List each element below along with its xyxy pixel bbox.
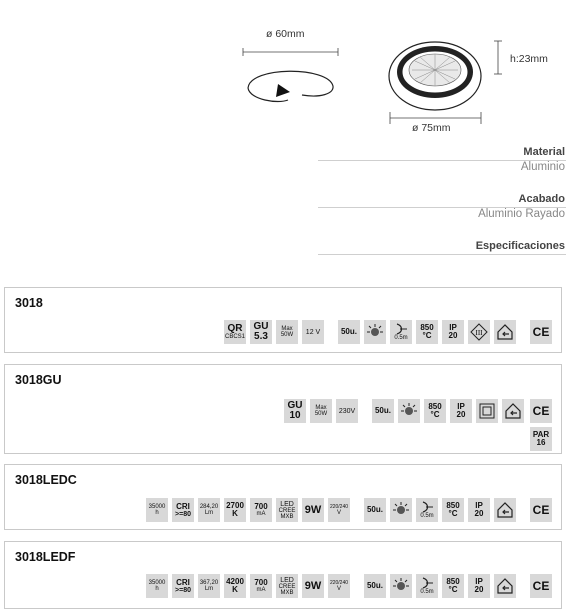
lamp-icon bbox=[398, 399, 420, 423]
distance-icon bbox=[420, 577, 434, 589]
color-temp-tile: 2700 K bbox=[224, 498, 246, 522]
product-name: 3018LEDF bbox=[15, 550, 76, 564]
specifications-label: Especificaciones bbox=[475, 240, 565, 252]
class-iii-icon bbox=[468, 320, 490, 344]
lumens-tile: 284,20 Lm bbox=[198, 498, 220, 522]
product-card-3018[interactable] bbox=[4, 287, 562, 353]
socket-tile: GU 10 bbox=[284, 399, 306, 423]
product-card-3018gu[interactable] bbox=[4, 364, 562, 454]
temperature-tile: 850 °C bbox=[442, 574, 464, 598]
class-ii-icon bbox=[476, 399, 498, 423]
indoor-use-icon bbox=[494, 574, 516, 598]
lamp-type-tile: QR CBCS1 bbox=[224, 320, 246, 344]
lamp-icon bbox=[390, 498, 412, 522]
units-tile: 50u. bbox=[364, 574, 386, 598]
max-power-tile: Max 50W bbox=[276, 320, 298, 344]
distance-tile: 0.5m bbox=[416, 498, 438, 522]
lamp-icon bbox=[364, 320, 386, 344]
led-chip-tile: LED CREE MXB bbox=[276, 498, 298, 522]
lifetime-tile: 35000 h bbox=[146, 498, 168, 522]
lamp-icon bbox=[390, 574, 412, 598]
color-temp-tile: 4200 K bbox=[224, 574, 246, 598]
voltage-tile: 12 V bbox=[302, 320, 324, 344]
voltage-tile: 230V bbox=[336, 399, 358, 423]
distance-tile: 0.5m bbox=[390, 320, 412, 344]
units-tile: 50u. bbox=[364, 498, 386, 522]
lifetime-tile: 35000 h bbox=[146, 574, 168, 598]
lumens-tile: 367,20 Lm bbox=[198, 574, 220, 598]
cri-tile: CRI >=80 bbox=[172, 574, 194, 598]
product-name: 3018 bbox=[15, 296, 43, 310]
socket-tile: GU 5.3 bbox=[250, 320, 272, 344]
current-tile: 700 mA bbox=[250, 574, 272, 598]
cut-diameter-label: ø 60mm bbox=[266, 28, 305, 40]
product-card-3018ledf[interactable] bbox=[4, 541, 562, 609]
indoor-use-icon bbox=[494, 320, 516, 344]
indoor-use-icon bbox=[494, 498, 516, 522]
ip-rating-tile: IP 20 bbox=[442, 320, 464, 344]
ce-mark-tile: CE bbox=[530, 498, 552, 522]
units-tile: 50u. bbox=[372, 399, 394, 423]
product-name: 3018LEDC bbox=[15, 473, 77, 487]
outer-diameter-label: ø 75mm bbox=[412, 122, 451, 134]
svg-text:III: III bbox=[475, 329, 483, 337]
distance-icon bbox=[420, 501, 434, 513]
par-tile: PAR 16 bbox=[530, 427, 552, 451]
ce-mark-tile: CE bbox=[530, 320, 552, 344]
cri-tile: CRI >=80 bbox=[172, 498, 194, 522]
product-card-3018ledc[interactable] bbox=[4, 464, 562, 530]
units-tile: 50u. bbox=[338, 320, 360, 344]
temperature-tile: 850 °C bbox=[442, 498, 464, 522]
power-tile: 9W bbox=[302, 574, 324, 598]
ip-rating-tile: IP 20 bbox=[450, 399, 472, 423]
cutout-drawing bbox=[240, 40, 350, 115]
finish-label: Acabado bbox=[518, 193, 565, 205]
voltage-tile: 220/240 V bbox=[328, 574, 350, 598]
ip-rating-tile: IP 20 bbox=[468, 498, 490, 522]
ip-rating-tile: IP 20 bbox=[468, 574, 490, 598]
downlight-drawing bbox=[388, 36, 508, 126]
indoor-use-icon bbox=[502, 399, 524, 423]
current-tile: 700 mA bbox=[250, 498, 272, 522]
finish-value: Aluminio Rayado bbox=[478, 208, 565, 220]
divider bbox=[318, 254, 566, 255]
max-power-tile: Max 50W bbox=[310, 399, 332, 423]
material-value: Aluminio bbox=[520, 161, 565, 173]
height-label: h:23mm bbox=[510, 53, 548, 65]
power-tile: 9W bbox=[302, 498, 324, 522]
voltage-tile: 220/240 V bbox=[328, 498, 350, 522]
distance-icon bbox=[394, 323, 408, 335]
product-name: 3018GU bbox=[15, 373, 62, 387]
ce-mark-tile: CE bbox=[530, 399, 552, 423]
ce-mark-tile: CE bbox=[530, 574, 552, 598]
material-label: Material bbox=[523, 146, 565, 158]
temperature-tile: 850 °C bbox=[424, 399, 446, 423]
distance-tile: 0.5m bbox=[416, 574, 438, 598]
temperature-tile: 850 °C bbox=[416, 320, 438, 344]
led-chip-tile: LED CREE MXB bbox=[276, 574, 298, 598]
